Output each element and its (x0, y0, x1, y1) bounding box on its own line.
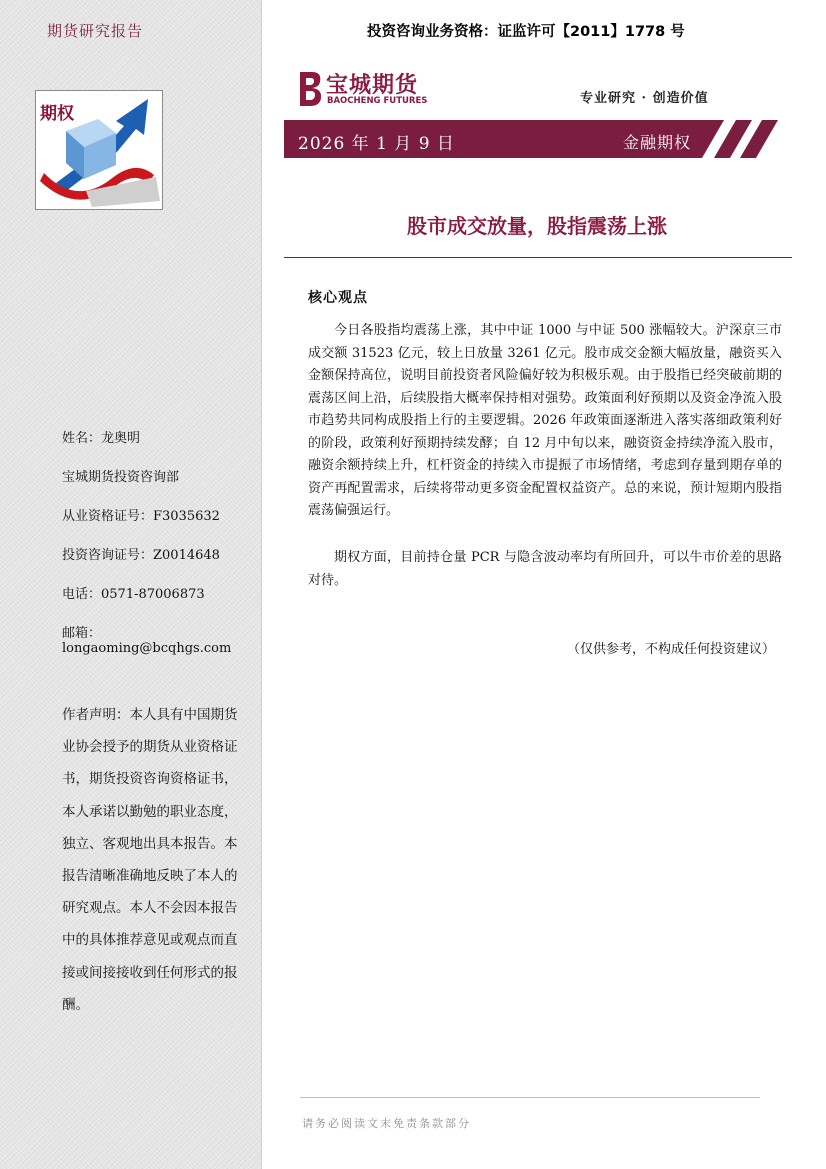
cover-image (35, 90, 163, 210)
paragraph-options: 期权方面，目前持仓量 PCR 与隐含波动率均有所回升，可以牛市价差的思路对待。 (308, 550, 782, 588)
author-name: 姓名：龙奥明 (62, 431, 141, 446)
report-type-label: 期货研究报告 (47, 22, 144, 40)
footer-disclaimer: 请务必阅读文末免责条款部分 (302, 1117, 471, 1130)
logo-text-cn: 宝城期货 (326, 72, 419, 98)
report-category: 金融期权 (623, 133, 692, 152)
cover-tag: 期权 (40, 104, 74, 124)
report-date: 2026 年 1 月 9 日 (298, 134, 455, 154)
title-divider (284, 257, 792, 258)
slogan: 专业研究 · 创造价值 (580, 91, 709, 106)
reference-note: （仅供参考，不构成任何投资建议） (566, 642, 775, 657)
footer-divider (300, 1097, 760, 1098)
phone: 电话：0571-87006873 (62, 587, 205, 602)
practice-certificate: 从业资格证号：F3035632 (62, 509, 220, 524)
author-declaration: 作者声明：本人具有中国期货业协会授予的期货从业资格证书，期货投资咨询资格证书，本人承诺以勤勉的职业态度，独立、客观地出具本报告。本报告清晰准确地反映了本人的研究观点。本人不会因本报告中的具体推荐意见或观点而直接或间接接收到任何形式的报酬。 (62, 707, 238, 1013)
logo-text-en: BAOCHENG FUTURES (327, 96, 428, 106)
department: 宝城期货投资咨询部 (62, 470, 180, 485)
email: 邮箱：longaoming@bcqhgs.com (62, 626, 232, 656)
paragraph-market: 今日各股指均震荡上涨，其中中证 1000 与中证 500 涨幅较大。沪深京三市成交额 31523 亿元，较上日放量 3261 亿元。股市成交金额大幅放量，融资买入金额保持高位，说明目前投资者风险偏好较为积极乐观。由于股指已经突破前期的震荡区间上沿，后续股指大概率保持相对强势。政策面利好预期以及资金净流入股市趋势共同构成股指上行的主要逻辑。2026 年政策面逐渐进入落实落细政策利好的阶段，政策利好预期持续发酵；自 12 月中旬以来，融资资金持续净流入股市，融资余额持续上升，杠杆资金的持续入市提振了市场情绪，考虑到存量到期存单的资产再配置需求，后续将带动更多资金配置权益资产。总的来说，预计短期内股指震荡偏强运行。 (308, 323, 782, 518)
company-logo (296, 68, 446, 110)
svg-text:UP: UP (124, 137, 144, 154)
license-statement: 投资咨询业务资格：证监许可【2011】1778 号 (367, 24, 685, 40)
advisory-certificate: 投资咨询证号：Z0014648 (62, 548, 220, 563)
logo-mark-icon (296, 68, 324, 108)
section-heading: 核心观点 (308, 290, 368, 306)
sidebar (0, 0, 262, 1169)
report-title: 股市成交放量，股指震荡上涨 (407, 214, 667, 238)
